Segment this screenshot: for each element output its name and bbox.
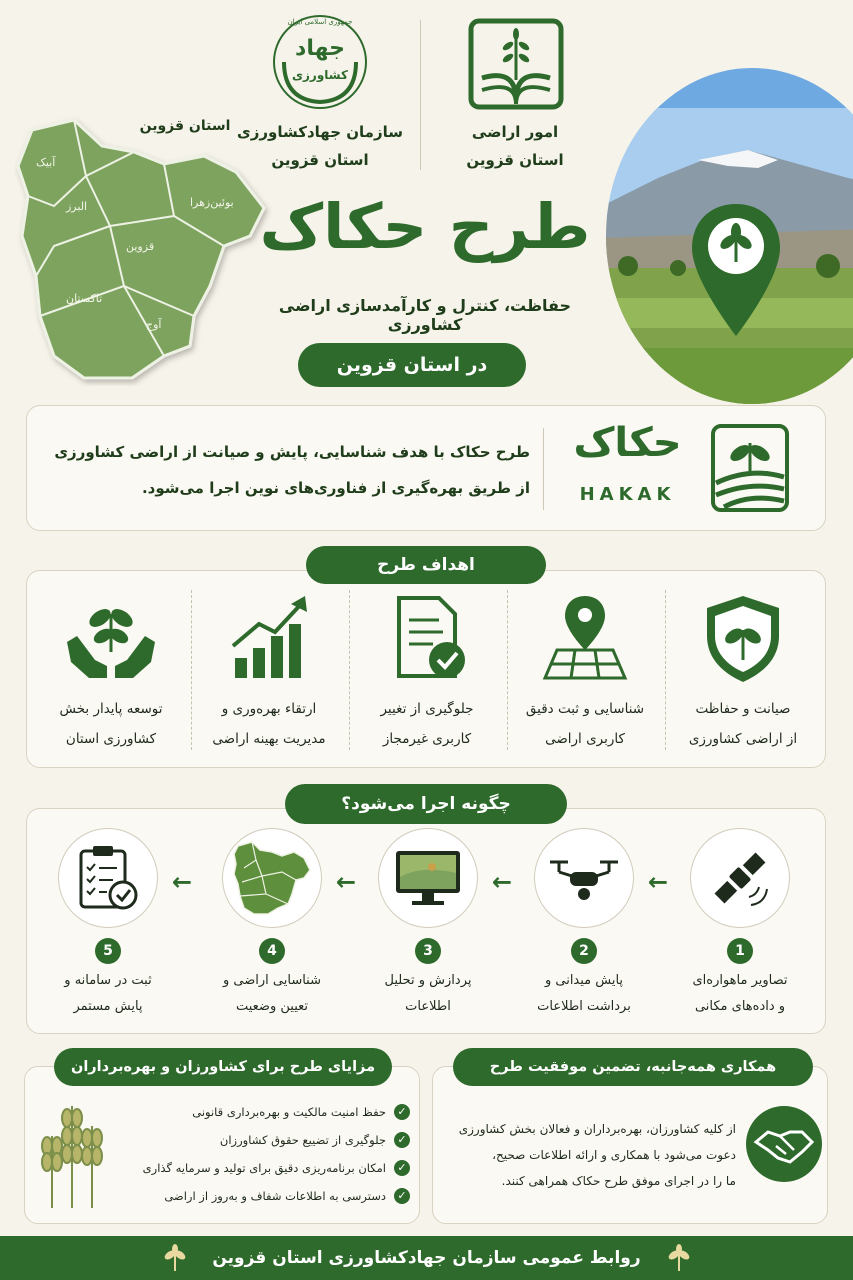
- map-label-qazvin: قزوین: [126, 240, 155, 253]
- amor-logo: [468, 18, 564, 110]
- goal-item: [33, 590, 189, 760]
- goal-divider: [507, 590, 508, 750]
- benefits-title: مزایای طرح برای کشاورزان و بهره‌برداران: [54, 1048, 392, 1086]
- amor-org-name: امور اراضی استان قزوین: [466, 123, 564, 169]
- hands-plant-icon: [61, 590, 161, 686]
- hakak-brand-en: HAKAK: [579, 484, 676, 505]
- intro-text: طرح حکاک با هدف شناسایی، پایش و صیانت از اراضی کشاورزی از طریق بهره‌گیری از فناوری‌های نوین اجرا می‌شود.: [54, 443, 530, 497]
- map-label-buin-zahra: بوئین‌زهرا: [190, 196, 234, 209]
- hakak-logo-icon: [710, 423, 790, 513]
- process-step: [33, 828, 183, 1020]
- check-icon: ✓: [394, 1104, 410, 1120]
- arrow-left-icon: ←: [648, 868, 669, 896]
- step-line1: تصاویر ماهواره‌ای: [692, 973, 788, 988]
- goal-item: [349, 590, 505, 760]
- jihad-logo-top-text: جمهوری اسلامی ایران: [287, 18, 353, 26]
- goal-line2: مدیریت بهینه اراضی: [212, 731, 326, 747]
- check-icon: ✓: [394, 1132, 410, 1148]
- step-line2: برداشت اطلاعات: [537, 999, 631, 1014]
- jihad-org-name: سازمان جهادکشاورزی استان قزوین: [237, 123, 403, 169]
- goal-item: [191, 590, 347, 760]
- step-number: 2: [571, 938, 597, 964]
- growth-chart-icon: [219, 590, 319, 686]
- hakak-brand-fa: حکاک: [573, 420, 682, 466]
- process-title: چگونه اجرا می‌شود؟: [285, 784, 567, 824]
- step-line2: پایش مستمر: [73, 999, 143, 1014]
- document-check-icon: [377, 590, 477, 686]
- hero-title: طرح حکاک: [259, 190, 591, 263]
- clipboard-check-icon: [58, 828, 158, 928]
- goal-divider: [349, 590, 350, 750]
- check-icon: ✓: [394, 1160, 410, 1176]
- jihad-logo-main-text: جهاد: [295, 36, 345, 61]
- step-line2: اطلاعات: [405, 999, 451, 1014]
- map-pin-grid-icon: [535, 590, 635, 686]
- step-line2: و داده‌های مکانی: [694, 999, 786, 1014]
- step-number: 3: [415, 938, 441, 964]
- process-step: [665, 828, 815, 1020]
- arrow-left-icon: ←: [336, 868, 357, 896]
- footer-leaf-icon-right: [664, 1243, 694, 1273]
- intro-divider: [543, 428, 544, 510]
- map-label-alborz: البرز: [66, 200, 88, 213]
- step-line1: شناسایی اراضی و: [222, 973, 321, 988]
- benefit-item: [130, 1182, 410, 1210]
- goal-line1: صیانت و حفاظت: [695, 701, 791, 717]
- step-number: 4: [259, 938, 285, 964]
- handshake-icon: [746, 1106, 822, 1182]
- step-line1: ثبت در سامانه و: [64, 973, 152, 988]
- map-label-avaj: آوج: [146, 318, 162, 331]
- goal-item: [507, 590, 663, 760]
- jihad-logo: [270, 12, 370, 112]
- goal-line2: کاربری اراضی: [545, 731, 625, 747]
- hero-subtitle: حفاظت، کنترل و کارآمدسازی اراضی کشاورزی: [278, 296, 572, 334]
- satellite-icon: [690, 828, 790, 928]
- goal-line2: کشاورزی استان: [65, 731, 157, 747]
- footer-text: روابط عمومی سازمان جهادکشاورزی استان قزوین: [212, 1248, 641, 1268]
- benefit-text: جلوگیری از تضییع حقوق کشاورزان: [219, 1133, 386, 1147]
- goal-line2: از اراضی کشاورزی: [688, 731, 798, 747]
- step-line1: پایش میدانی و: [544, 973, 624, 988]
- benefit-item: [130, 1126, 410, 1154]
- goal-line1: ارتقاء بهره‌وری و: [221, 701, 317, 717]
- map-label-abyek: آبیک: [36, 156, 56, 169]
- benefit-text: حفظ امنیت مالکیت و بهره‌برداری قانونی: [192, 1105, 386, 1119]
- goal-line1: جلوگیری از تغییر: [380, 701, 474, 717]
- map-title: استان قزوین: [139, 118, 231, 134]
- benefit-item: [130, 1154, 410, 1182]
- goal-divider: [191, 590, 192, 750]
- step-number: 1: [727, 938, 753, 964]
- goal-line2: کاربری غیرمجاز: [382, 731, 472, 747]
- goal-line1: توسعه پایدار بخش: [59, 701, 163, 717]
- footer-leaf-icon-left: [160, 1243, 190, 1273]
- cooperation-text: از کلیه کشاورزان، بهره‌برداران و فعالان بخش کشاورزی دعوت می‌شود با همکاری و ارائه اطلاعات صحیح، ما را در اجرای موفق طرح حکاک همراهی کنند.: [458, 1122, 736, 1188]
- step-number: 5: [95, 938, 121, 964]
- goals-title: اهداف طرح: [306, 546, 546, 584]
- monitor-map-icon: [378, 828, 478, 928]
- province-map-icon: [222, 828, 322, 928]
- benefits-list: [130, 1098, 410, 1210]
- arrow-left-icon: ←: [172, 868, 193, 896]
- goal-line1: شناسایی و ثبت دقیق: [525, 701, 645, 717]
- process-step: [509, 828, 659, 1020]
- benefit-text: دسترسی به اطلاعات شفاف و به‌روز از اراضی: [164, 1189, 386, 1203]
- process-step: [197, 828, 347, 1020]
- check-icon: ✓: [394, 1188, 410, 1204]
- goal-divider: [665, 590, 666, 750]
- step-line2: تعیین وضعیت: [235, 999, 309, 1014]
- location-pill: در استان قزوین: [298, 343, 526, 387]
- process-step: [353, 828, 503, 1020]
- shield-leaf-icon: [693, 590, 793, 686]
- location-pin-icon: [688, 200, 784, 340]
- step-line1: پردازش و تحلیل: [384, 973, 472, 988]
- header-divider: [420, 20, 421, 170]
- cooperation-title: همکاری همه‌جانبه، تضمین موفقیت طرح: [453, 1048, 813, 1086]
- wheat-icon: [36, 1096, 108, 1212]
- goal-item: [665, 590, 821, 760]
- benefit-text: امکان برنامه‌ریزی دقیق برای تولید و سرمایه گذاری: [142, 1161, 386, 1175]
- map-label-takestan: تاکستان: [66, 292, 103, 305]
- arrow-left-icon: ←: [492, 868, 513, 896]
- drone-icon: [534, 828, 634, 928]
- jihad-logo-sub-text: کشاورزی: [292, 68, 348, 82]
- benefit-item: [130, 1098, 410, 1126]
